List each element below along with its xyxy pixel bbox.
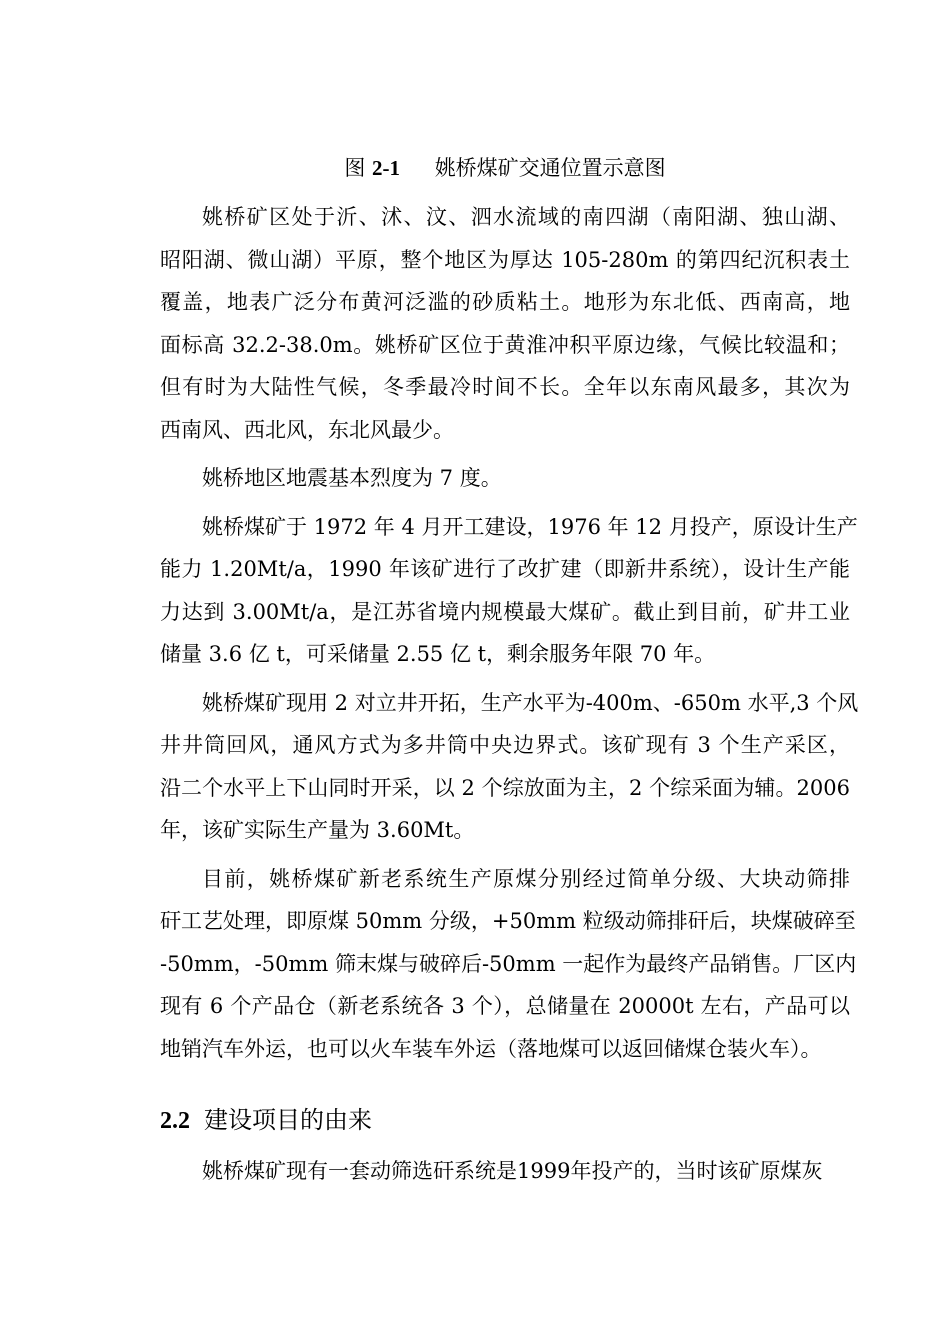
text-line: 年，该矿实际生产量为 3.60Mt。	[160, 818, 475, 842]
text-line: 目前，姚桥煤矿新老系统生产原煤分别经过简单分级、大块动筛排	[202, 866, 850, 891]
text-line: 地销汽车外运，也可以火车装车外运（落地煤可以返回储煤仓装火车）。	[160, 1036, 822, 1061]
text-line: 姚桥煤矿现有一套动筛选矸系统是1999年投产的，当时该矿原煤灰	[202, 1159, 823, 1183]
text-line: 姚桥煤矿现用 2 对立井开拓，生产水平为-400m、-650m 水平,3 个风	[202, 690, 859, 715]
figure-number: 2-1	[372, 156, 400, 180]
text-line: 现有 6 个产品仓（新老系统各 3 个），总储量在 20000t 左右，产品可以	[160, 994, 850, 1018]
text-line: 昭阳湖、微山湖）平原，整个地区为厚达 105-280m 的第四纪沉积表土	[160, 247, 850, 272]
text-line: 沿二个水平上下山同时开采，以 2 个综放面为主，2 个综采面为辅。2006	[160, 775, 850, 800]
text-line: 井井筒回风，通风方式为多井筒中央边界式。该矿现有 3 个生产采区，	[160, 733, 850, 757]
text-line: -50mm，-50mm 筛末煤与破碎后-50mm 一起作为最终产品销售。厂区内	[160, 951, 857, 976]
paragraph-location-climate	[160, 196, 850, 451]
paragraph-development	[160, 682, 859, 852]
text-line: 储量 3.6 亿 t，可采储量 2.55 亿 t，剩余服务年限 70 年。	[160, 642, 716, 666]
body-text	[160, 196, 859, 1076]
text-line: 能力 1.20Mt/a，1990 年该矿进行了改扩建（即新井系统），设计生产能	[160, 557, 850, 581]
figure-title: 姚桥煤矿交通位置示意图	[434, 156, 666, 180]
text-line: 面标高 32.2-38.0m。姚桥矿区位于黄淮冲积平原边缘，气候比较温和；	[160, 332, 850, 357]
paragraph-project-origin	[160, 1150, 850, 1193]
text-line: 姚桥矿区处于沂、沭、汶、泗水流域的南四湖（南阳湖、独山湖、	[202, 205, 850, 229]
paragraph-processing	[160, 858, 857, 1071]
text-line: 但有时为大陆性气候，冬季最冷时间不长。全年以东南风最多，其次为	[160, 375, 850, 399]
section-heading	[160, 1098, 372, 1143]
figure-label: 图	[344, 156, 366, 180]
text-line: 西南风、西北风，东北风最少。	[160, 417, 454, 442]
figure-caption	[160, 152, 850, 184]
text-line: 姚桥煤矿于 1972 年 4 月开工建设，1976 年 12 月投产，原设计生产	[202, 514, 858, 539]
text-line: 矸工艺处理，即原煤 50mm 分级，+50mm 粒级动筛排矸后，块煤破碎至	[160, 909, 856, 933]
text-line: 覆盖，地表广泛分布黄河泛滥的砂质粘土。地形为东北低、西南高，地	[160, 290, 850, 314]
paragraph-mine-history	[160, 506, 858, 676]
text-line: 力达到 3.00Mt/a，是江苏省境内规模最大煤矿。截止到目前，矿井工业	[160, 599, 850, 624]
paragraph-seismic	[160, 457, 850, 500]
section-title: 建设项目的由来	[204, 1106, 372, 1134]
section-number: 2.2	[160, 1108, 190, 1134]
text-line: 姚桥地区地震基本烈度为 7 度。	[202, 466, 502, 490]
